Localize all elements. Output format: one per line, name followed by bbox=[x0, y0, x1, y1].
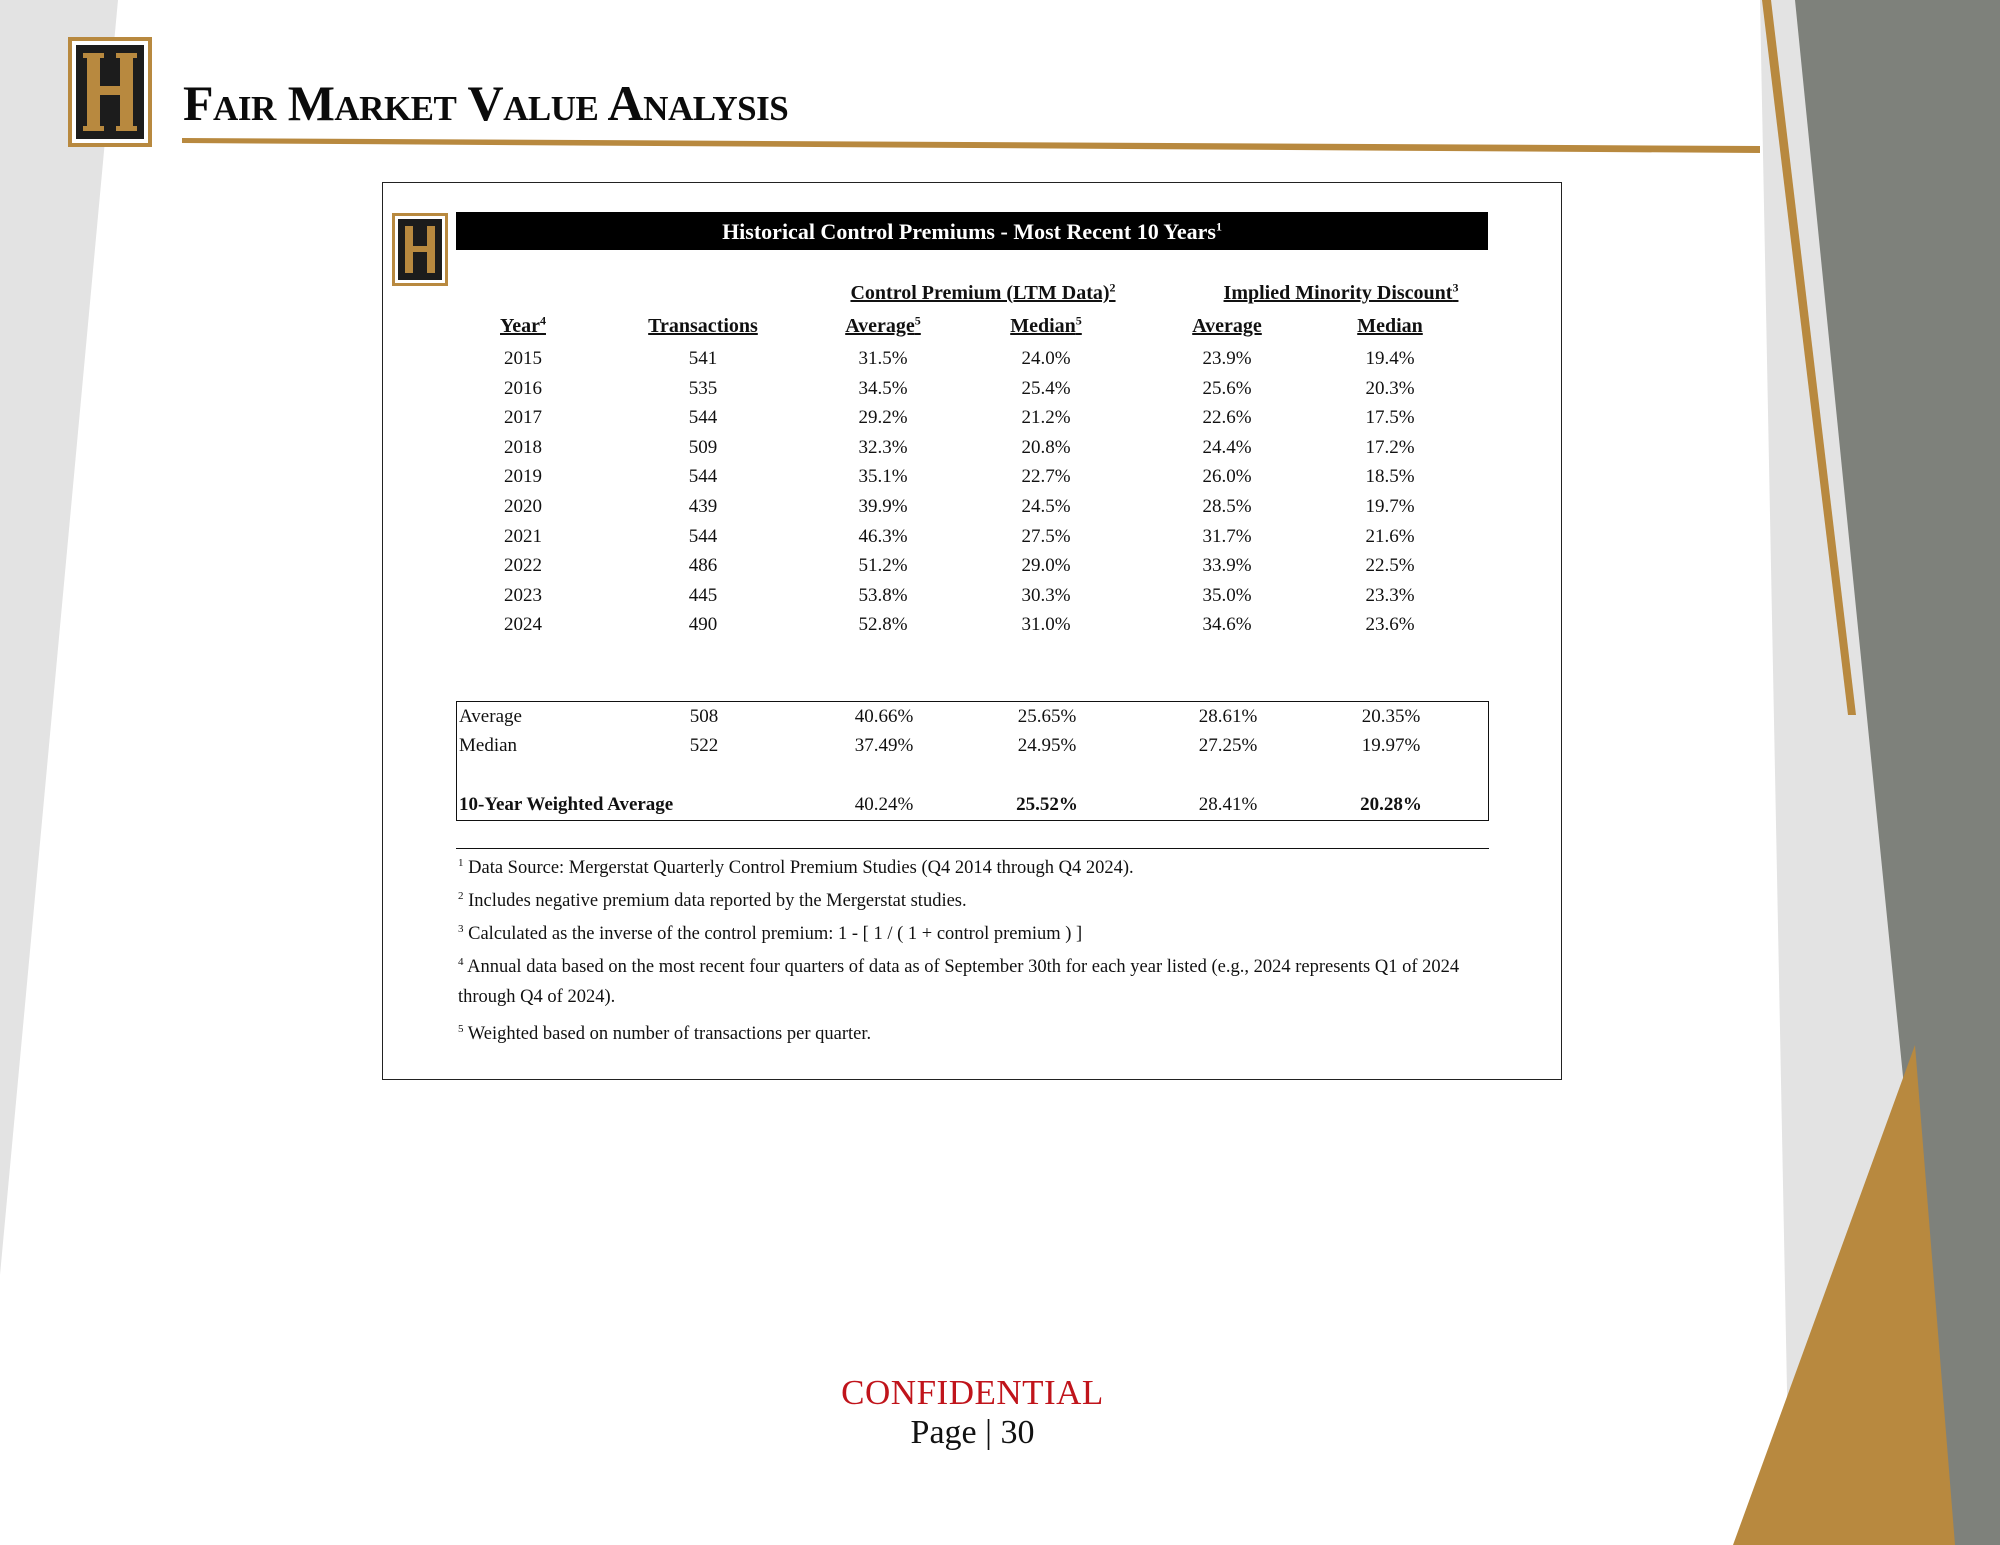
table-cell: 29.0% bbox=[1021, 555, 1071, 577]
table-row bbox=[383, 407, 1563, 436]
control-premium-table-panel bbox=[382, 182, 1562, 1080]
confidential-label: CONFIDENTIAL bbox=[841, 1373, 1104, 1412]
table-row bbox=[383, 466, 1563, 495]
table-cell: 2022 bbox=[504, 555, 542, 577]
table-cell: 27.5% bbox=[1021, 525, 1071, 547]
table-cell: 35.0% bbox=[1202, 584, 1252, 606]
table-row bbox=[383, 348, 1563, 377]
table-cell: 22.5% bbox=[1365, 555, 1415, 577]
table-row bbox=[383, 526, 1563, 555]
table-cell: 544 bbox=[688, 466, 718, 488]
table-row bbox=[383, 555, 1563, 584]
col-header-cp-median: Median$^5$ bbox=[1010, 313, 1082, 337]
table-cell: 24.5% bbox=[1021, 496, 1071, 517]
table-cell: 20.8% bbox=[1021, 436, 1071, 458]
footnote-4: $^4$ Annual data based on the most recent four quarters of data as of September 30th for each year listed (e.g., 2024 represents Q1 of 2024 through Q4 of 2024). bbox=[458, 955, 1460, 1007]
footnote-3: $^3$ Calculated as the inverse of the control premium: 1 - [ 1 / ( 1 + control premium ) ] bbox=[458, 922, 1083, 944]
table-cell: 19.7% bbox=[1365, 496, 1415, 517]
table-cell: 21.6% bbox=[1365, 525, 1415, 547]
table-cell: 2017 bbox=[504, 407, 542, 429]
table-row bbox=[383, 437, 1563, 466]
table-cell: 18.5% bbox=[1365, 466, 1415, 488]
table-cell: 29.2% bbox=[858, 407, 908, 429]
table-cell: 52.8% bbox=[858, 614, 908, 636]
table-title-text: Historical Control Premiums - Most Recent 10 Years bbox=[722, 219, 1216, 244]
table-cell: 34.6% bbox=[1202, 614, 1252, 636]
col-header-md-average: Average bbox=[1192, 315, 1262, 337]
table-cell: 39.9% bbox=[858, 496, 908, 517]
table-cell: 2024 bbox=[504, 614, 542, 636]
table-cell: 53.8% bbox=[858, 584, 908, 606]
col-header-md-median: Median bbox=[1357, 315, 1423, 337]
table-cell: 33.9% bbox=[1202, 555, 1252, 577]
table-cell: 32.3% bbox=[858, 436, 908, 458]
table-cell: 544 bbox=[688, 407, 718, 429]
table-cell: 2016 bbox=[504, 377, 542, 399]
table-cell: 22.6% bbox=[1202, 407, 1252, 429]
table-cell: 46.3% bbox=[858, 525, 908, 547]
table-cell: 35.1% bbox=[858, 466, 908, 488]
summary-box bbox=[456, 701, 1489, 821]
table-cell: 17.2% bbox=[1365, 436, 1415, 458]
table-cell: 445 bbox=[688, 584, 718, 606]
minority-discount-group-header: Implied Minority Discount$^3$ bbox=[1223, 280, 1459, 304]
table-cell: 34.5% bbox=[858, 377, 908, 399]
col-header-year: Year$^4$ bbox=[500, 313, 546, 337]
table-cell: 25.4% bbox=[1021, 377, 1071, 399]
table-row bbox=[383, 496, 1563, 525]
page-title: Fair Market Value Analysis bbox=[183, 75, 789, 131]
table-logo bbox=[392, 213, 448, 286]
table-cell: 535 bbox=[688, 377, 718, 399]
table-cell: 31.0% bbox=[1021, 614, 1071, 636]
table-cell: 2019 bbox=[504, 466, 542, 488]
table-cell: 28.5% bbox=[1202, 496, 1252, 517]
table-cell: 26.0% bbox=[1202, 466, 1252, 488]
footnote-2: $^2$ Includes negative premium data reported by the Mergerstat studies. bbox=[458, 889, 967, 911]
table-cell: 23.9% bbox=[1202, 348, 1252, 369]
page-number: Page | 30 bbox=[910, 1414, 1035, 1451]
table-cell: 2018 bbox=[504, 436, 542, 458]
footnote-divider bbox=[456, 848, 1489, 849]
table-cell: 30.3% bbox=[1021, 584, 1071, 606]
table-cell: 23.6% bbox=[1365, 614, 1415, 636]
table-cell: 2015 bbox=[504, 348, 542, 369]
table-title bbox=[456, 212, 1488, 250]
summary-row-median: Median 522 37.49% 24.95% 27.25% 19.97% bbox=[459, 735, 1421, 756]
table-row bbox=[383, 614, 1563, 643]
table-cell: 31.5% bbox=[858, 348, 908, 369]
table-cell: 2021 bbox=[504, 525, 542, 547]
summary-row-weighted-average: 10-Year Weighted Average 40.24% 25.52% 28.41% 20.28% bbox=[459, 794, 1422, 815]
table-row bbox=[383, 378, 1563, 407]
col-header-transactions: Transactions bbox=[648, 315, 758, 337]
col-header-cp-average: Average$^5$ bbox=[845, 313, 921, 337]
table-cell: 544 bbox=[688, 525, 718, 547]
table-cell: 25.6% bbox=[1202, 377, 1252, 399]
table-cell: 439 bbox=[688, 496, 718, 517]
table-cell: 23.3% bbox=[1365, 584, 1415, 606]
left-gray-panel bbox=[0, 0, 118, 1275]
table-cell: 21.2% bbox=[1021, 407, 1071, 429]
control-premium-group-header: Control Premium (LTM Data)$^2$ bbox=[850, 280, 1116, 304]
table-row bbox=[383, 585, 1563, 614]
table-cell: 486 bbox=[688, 555, 718, 577]
table-cell: 22.7% bbox=[1021, 466, 1071, 488]
table-cell: 490 bbox=[688, 614, 718, 636]
table-cell: 19.4% bbox=[1365, 348, 1415, 369]
table-cell: 2023 bbox=[504, 584, 542, 606]
table-cell: 20.3% bbox=[1365, 377, 1415, 399]
table-cell: 51.2% bbox=[858, 555, 908, 577]
footnote-1: $^1$ Data Source: Mergerstat Quarterly Control Premium Studies (Q4 2014 through Q4 2024). bbox=[458, 856, 1134, 878]
company-logo bbox=[68, 37, 152, 147]
table-cell: 31.7% bbox=[1202, 525, 1252, 547]
footnote-ref: 1 bbox=[1215, 219, 1222, 234]
title-underline bbox=[182, 138, 1760, 153]
table-cell: 541 bbox=[688, 348, 718, 369]
table-cell: 24.0% bbox=[1021, 348, 1071, 369]
table-cell: 509 bbox=[688, 436, 718, 458]
footnote-5: $^5$ Weighted based on number of transactions per quarter. bbox=[458, 1022, 872, 1044]
summary-row-average: Average 508 40.66% 25.65% 28.61% 20.35% bbox=[459, 706, 1421, 727]
table-cell: 2020 bbox=[504, 496, 542, 517]
table-cell: 24.4% bbox=[1202, 436, 1252, 458]
table-cell: 17.5% bbox=[1365, 407, 1415, 429]
